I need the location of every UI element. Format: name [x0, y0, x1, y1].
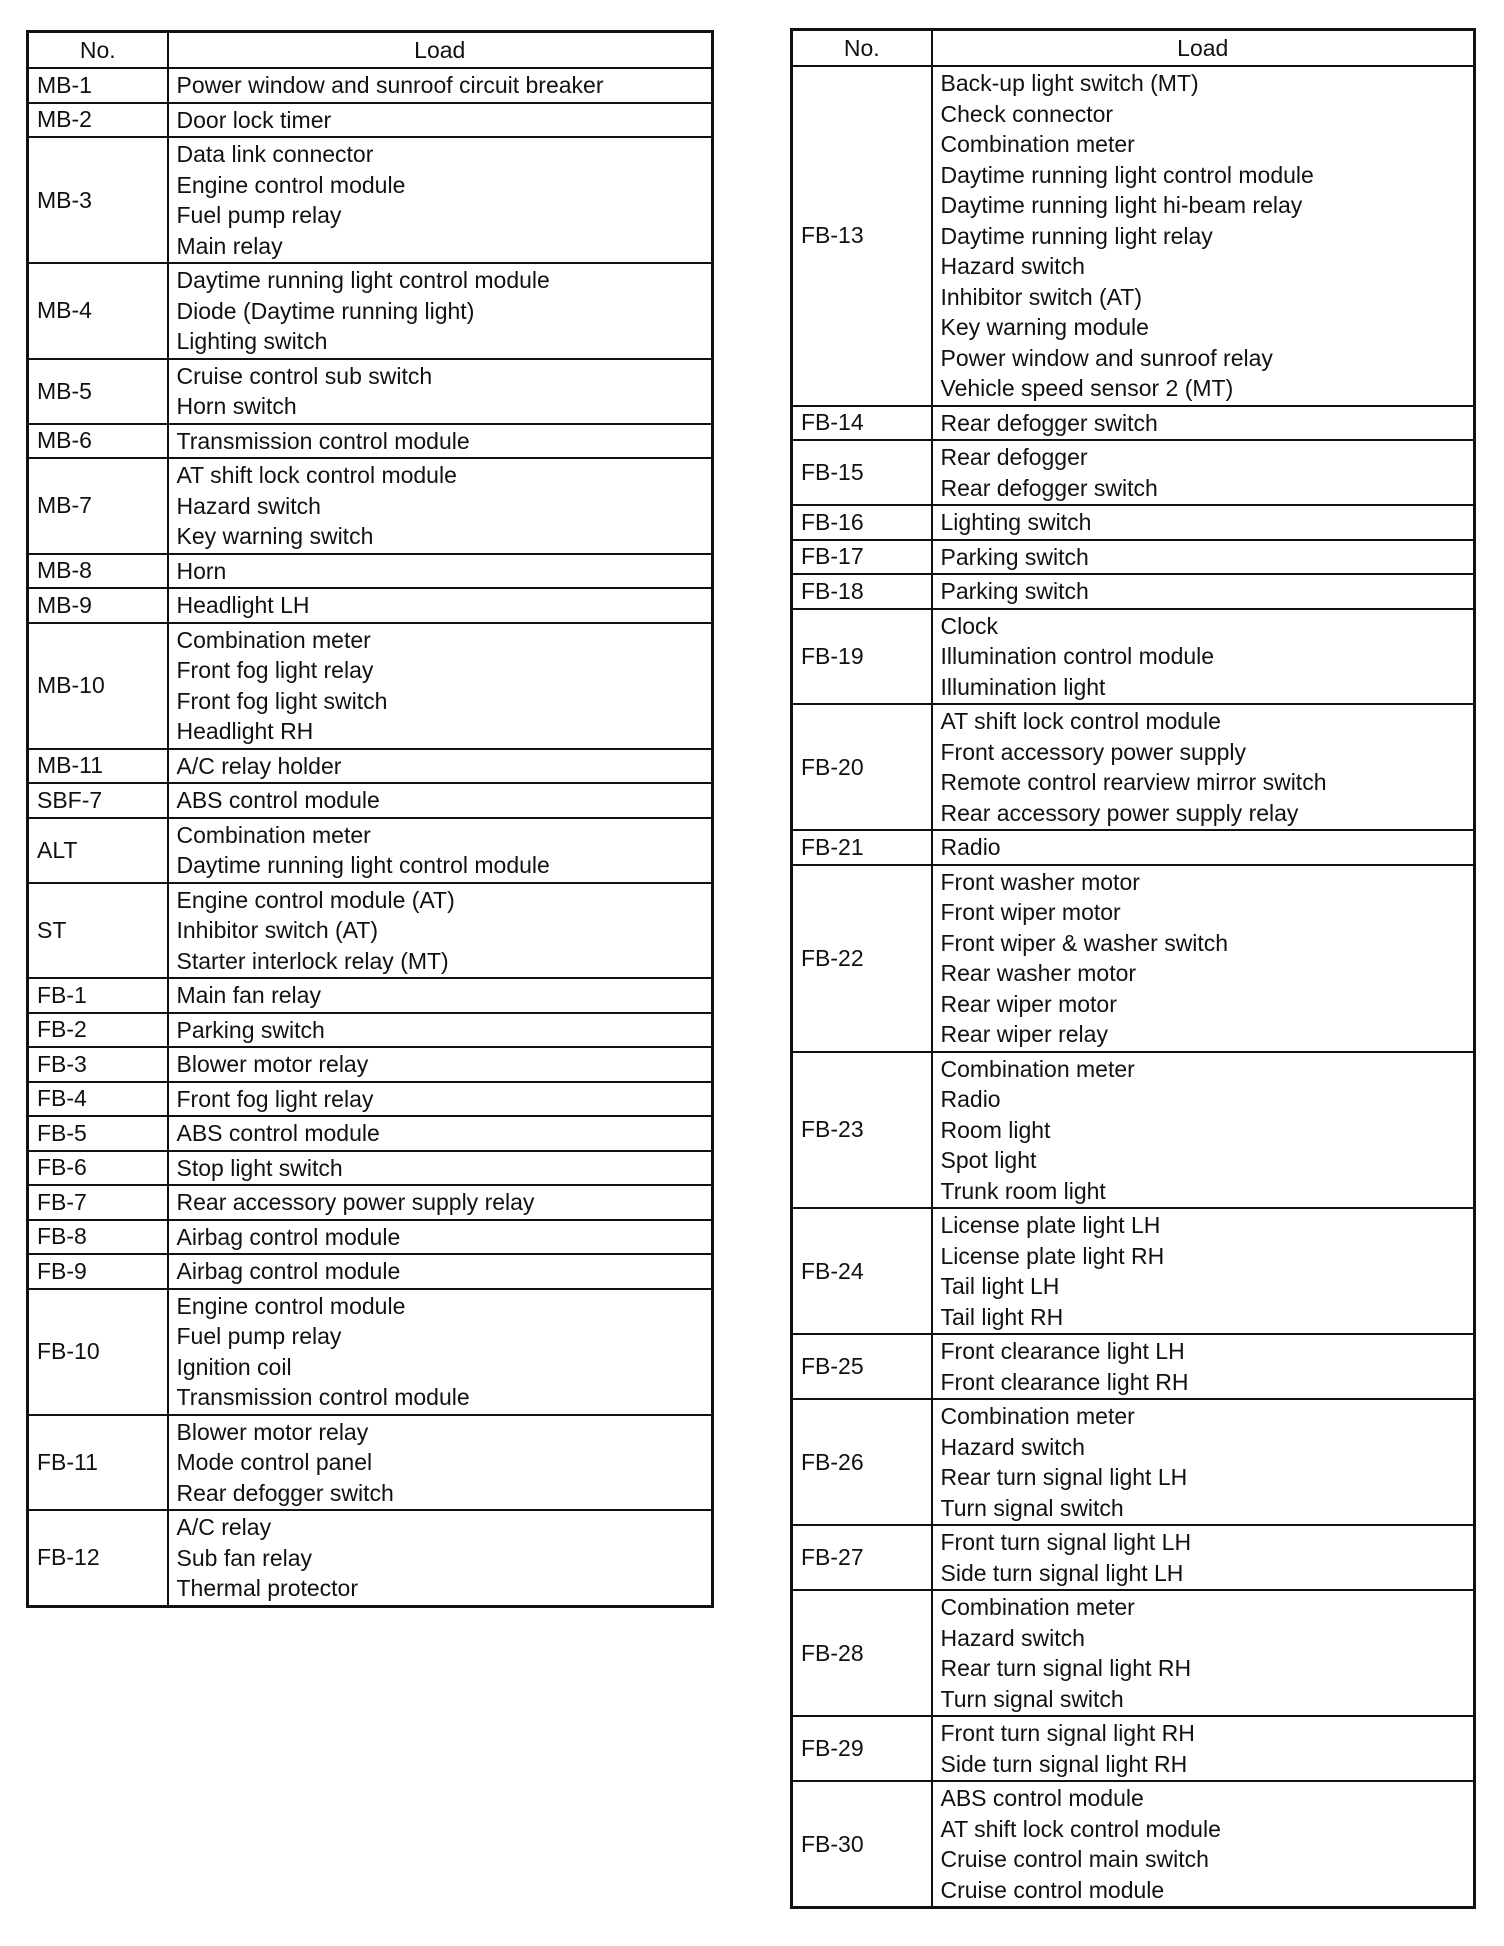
header-no: No.	[28, 32, 168, 69]
table-row	[792, 505, 1475, 540]
load-item: Front wiper & washer switch	[940, 929, 1229, 956]
load-cell	[932, 505, 1475, 540]
fuse-number: MB-11	[28, 749, 168, 784]
load-item: Hazard switch	[940, 1624, 1085, 1651]
load-cell	[168, 1082, 713, 1117]
load-cell	[932, 1399, 1475, 1525]
fuse-number: FB-10	[28, 1289, 168, 1415]
fuse-number: FB-24	[792, 1208, 932, 1334]
load-cell	[168, 1415, 713, 1511]
load-item: ABS control module	[176, 787, 380, 813]
table-row	[28, 818, 713, 883]
load-item: Horn	[176, 557, 227, 584]
load-item: Rear defogger switch	[940, 409, 1158, 436]
load-item: Combination meter	[940, 1403, 1135, 1429]
load-cell	[168, 818, 713, 883]
load-cell	[168, 1220, 713, 1255]
load-cell	[168, 359, 713, 424]
load-item: A/C relay	[176, 1514, 272, 1540]
load-item: Horn switch	[176, 393, 297, 419]
load-cell	[932, 1590, 1475, 1716]
table-row	[28, 263, 713, 359]
load-cell	[932, 1525, 1475, 1590]
load-item: A/C relay holder	[176, 752, 342, 779]
load-item: Spot light	[940, 1147, 1037, 1173]
table-row	[792, 406, 1475, 441]
load-item: Front wiper motor	[940, 899, 1121, 925]
fuse-number: FB-3	[28, 1047, 168, 1082]
load-item: Daytime running light hi-beam relay	[940, 192, 1303, 218]
load-item: Power window and sunroof relay	[940, 344, 1273, 371]
table-row	[792, 1525, 1475, 1590]
table-row	[28, 137, 713, 263]
load-item: Hazard switch	[940, 253, 1085, 279]
load-item: Front clearance light RH	[940, 1368, 1189, 1395]
load-item: Rear accessory power supply relay	[176, 1189, 535, 1215]
load-cell	[168, 424, 713, 459]
load-cell	[168, 1289, 713, 1415]
table-row	[792, 1716, 1475, 1781]
header-no: No.	[792, 30, 932, 67]
load-item: Daytime running light relay	[940, 222, 1213, 249]
load-item: Fuel pump relay	[176, 1323, 342, 1349]
load-item: Rear defogger switch	[176, 1479, 394, 1506]
fuse-number: FB-23	[792, 1052, 932, 1209]
load-cell	[168, 1254, 713, 1289]
table-row	[28, 458, 713, 554]
left-table-body	[28, 68, 713, 1606]
table-row	[28, 588, 713, 623]
table-row	[28, 1185, 713, 1220]
load-item: Front accessory power supply	[940, 738, 1247, 765]
fuse-number: FB-27	[792, 1525, 932, 1590]
table-row	[28, 623, 713, 749]
load-item: Combination meter	[176, 821, 371, 848]
load-item: Radio	[940, 834, 1001, 860]
load-cell	[168, 1151, 713, 1186]
load-item: Vehicle speed sensor 2 (MT)	[940, 375, 1234, 401]
header-row	[792, 30, 1475, 67]
header-row	[28, 32, 713, 69]
load-item: Remote control rearview mirror switch	[940, 769, 1327, 795]
fuse-number: MB-7	[28, 458, 168, 554]
fuse-number: FB-13	[792, 66, 932, 406]
load-cell	[168, 103, 713, 138]
load-item: Trunk room light	[940, 1177, 1106, 1204]
fuse-number: FB-7	[28, 1185, 168, 1220]
fuse-number: FB-20	[792, 704, 932, 830]
load-item: Front washer motor	[940, 868, 1140, 895]
load-cell	[168, 883, 713, 979]
fuse-table-right	[790, 28, 1476, 1909]
load-item: Rear washer motor	[940, 960, 1137, 986]
load-item: Front clearance light LH	[940, 1338, 1185, 1364]
load-item: Illumination control module	[940, 643, 1215, 669]
load-item: Turn signal switch	[940, 1685, 1124, 1712]
fuse-number: FB-5	[28, 1116, 168, 1151]
load-item: Combination meter	[940, 1055, 1135, 1082]
fuse-number: SBF-7	[28, 783, 168, 818]
table-row	[28, 883, 713, 979]
right-table-body	[792, 66, 1475, 1908]
load-item: Engine control module (AT)	[176, 886, 455, 913]
table-row	[28, 1220, 713, 1255]
load-cell	[932, 1716, 1475, 1781]
load-item: Airbag control module	[176, 1223, 401, 1250]
header-load: Load	[932, 30, 1475, 67]
load-item: Inhibitor switch (AT)	[176, 917, 379, 943]
fuse-number: FB-25	[792, 1334, 932, 1399]
load-item: Rear turn signal light LH	[940, 1464, 1188, 1490]
load-item: Key warning switch	[176, 523, 374, 549]
table-row	[792, 704, 1475, 830]
load-item: Sub fan relay	[176, 1544, 313, 1571]
load-item: Daytime running light control module	[940, 161, 1314, 188]
load-item: Combination meter	[176, 626, 371, 653]
table-row	[28, 1116, 713, 1151]
load-cell	[168, 588, 713, 623]
load-item: Turn signal switch	[940, 1494, 1124, 1521]
fuse-number: ALT	[28, 818, 168, 883]
load-cell	[168, 749, 713, 784]
load-cell	[168, 68, 713, 103]
load-cell	[168, 1047, 713, 1082]
load-cell	[932, 704, 1475, 830]
fuse-number: MB-2	[28, 103, 168, 138]
load-cell	[168, 1116, 713, 1151]
fuse-number: ST	[28, 883, 168, 979]
load-item: Side turn signal light LH	[940, 1559, 1184, 1586]
fuse-number: FB-9	[28, 1254, 168, 1289]
load-item: Tail light RH	[940, 1303, 1064, 1330]
load-item: Check connector	[940, 100, 1114, 127]
load-item: Cruise control main switch	[940, 1846, 1209, 1872]
load-item: Main relay	[176, 232, 283, 259]
load-item: Front fog light switch	[176, 687, 388, 714]
load-item: Front turn signal light RH	[940, 1720, 1195, 1746]
fuse-number: MB-5	[28, 359, 168, 424]
fuse-number: FB-22	[792, 865, 932, 1052]
load-cell	[932, 406, 1475, 441]
fuse-number: MB-1	[28, 68, 168, 103]
load-item: Thermal protector	[176, 1575, 359, 1601]
load-item: Front fog light relay	[176, 1085, 374, 1112]
table-row	[792, 66, 1475, 406]
load-item: Airbag control module	[176, 1258, 401, 1284]
load-cell	[168, 1510, 713, 1606]
table-row	[792, 1399, 1475, 1525]
table-row	[28, 978, 713, 1013]
load-item: Clock	[940, 612, 999, 639]
load-cell	[168, 783, 713, 818]
table-row	[28, 68, 713, 103]
load-cell	[932, 1052, 1475, 1209]
load-item: Front fog light relay	[176, 657, 374, 683]
fuse-number: FB-15	[792, 440, 932, 505]
load-item: Combination meter	[940, 131, 1135, 157]
load-item: Illumination light	[940, 673, 1106, 700]
fuse-number: MB-8	[28, 554, 168, 589]
load-item: Transmission control module	[176, 1384, 470, 1410]
table-row	[28, 103, 713, 138]
load-item: Rear defogger switch	[940, 474, 1158, 501]
load-item: Stop light switch	[176, 1154, 343, 1181]
table-row	[792, 609, 1475, 705]
load-cell	[932, 540, 1475, 575]
load-item: Front turn signal light LH	[940, 1529, 1192, 1555]
load-item: Parking switch	[940, 578, 1089, 604]
table-row	[792, 574, 1475, 609]
fuse-number: FB-29	[792, 1716, 932, 1781]
load-item: Main fan relay	[176, 982, 321, 1008]
load-item: Daytime running light control module	[176, 852, 550, 878]
load-cell	[168, 458, 713, 554]
table-row	[792, 1590, 1475, 1716]
load-cell	[932, 830, 1475, 865]
table-row	[28, 1082, 713, 1117]
load-item: Rear accessory power supply relay	[940, 799, 1299, 826]
load-cell	[932, 1208, 1475, 1334]
table-row	[792, 540, 1475, 575]
load-item: ABS control module	[176, 1120, 380, 1146]
load-item: Side turn signal light RH	[940, 1750, 1188, 1777]
fuse-table-left	[26, 30, 714, 1608]
table-row	[28, 554, 713, 589]
load-cell	[168, 137, 713, 263]
table-row	[28, 359, 713, 424]
table-row	[792, 1334, 1475, 1399]
load-item: Engine control module	[176, 1292, 406, 1319]
load-item: AT shift lock control module	[940, 708, 1221, 734]
load-item: Engine control module	[176, 171, 406, 198]
load-item: Daytime running light control module	[176, 267, 550, 293]
header-load: Load	[168, 32, 713, 69]
fuse-number: FB-12	[28, 1510, 168, 1606]
load-item: Rear wiper motor	[940, 990, 1117, 1017]
load-item: Parking switch	[176, 1016, 325, 1043]
load-cell	[932, 440, 1475, 505]
load-item: Rear defogger	[940, 444, 1088, 470]
fuse-number: FB-6	[28, 1151, 168, 1186]
load-item: Cruise control module	[940, 1876, 1165, 1903]
fuse-number: FB-4	[28, 1082, 168, 1117]
table-row	[28, 783, 713, 818]
load-cell	[932, 1334, 1475, 1399]
table-row	[28, 1289, 713, 1415]
fuse-number: FB-8	[28, 1220, 168, 1255]
load-item: Lighting switch	[940, 509, 1092, 535]
load-item: Hazard switch	[940, 1433, 1085, 1460]
table-row	[28, 1254, 713, 1289]
load-item: Rear turn signal light RH	[940, 1655, 1192, 1681]
fuse-number: FB-17	[792, 540, 932, 575]
table-row	[792, 830, 1475, 865]
table-row	[792, 865, 1475, 1052]
fuse-number: FB-18	[792, 574, 932, 609]
load-item: Back-up light switch (MT)	[940, 70, 1199, 96]
load-cell	[168, 1185, 713, 1220]
fuse-number: MB-9	[28, 588, 168, 623]
load-item: Blower motor relay	[176, 1051, 369, 1077]
fuse-number: MB-6	[28, 424, 168, 459]
table-row	[28, 424, 713, 459]
load-cell	[932, 609, 1475, 705]
load-item: Lighting switch	[176, 328, 328, 354]
table-row	[28, 1013, 713, 1048]
fuse-number: FB-11	[28, 1415, 168, 1511]
fuse-number: FB-1	[28, 978, 168, 1013]
load-item: License plate light LH	[940, 1212, 1161, 1238]
load-item: AT shift lock control module	[940, 1815, 1221, 1842]
load-cell	[932, 574, 1475, 609]
load-item: Mode control panel	[176, 1449, 373, 1475]
load-item: Combination meter	[940, 1594, 1135, 1620]
load-item: AT shift lock control module	[176, 462, 457, 488]
load-item: Diode (Daytime running light)	[176, 297, 475, 324]
table-row	[28, 1510, 713, 1606]
load-item: Transmission control module	[176, 427, 470, 454]
fuse-number: FB-26	[792, 1399, 932, 1525]
load-cell	[168, 623, 713, 749]
load-item: Starter interlock relay (MT)	[176, 947, 449, 974]
load-cell	[932, 1781, 1475, 1908]
load-item: Hazard switch	[176, 492, 321, 519]
load-item: Power window and sunroof circuit breaker	[176, 72, 604, 98]
fuse-number: FB-21	[792, 830, 932, 865]
load-item: Ignition coil	[176, 1353, 292, 1380]
table-row	[792, 1781, 1475, 1908]
fuse-number: FB-2	[28, 1013, 168, 1048]
fuse-number: FB-19	[792, 609, 932, 705]
load-item: Fuel pump relay	[176, 202, 342, 228]
load-item: Cruise control sub switch	[176, 362, 433, 389]
load-cell	[932, 66, 1475, 406]
fuse-number: FB-14	[792, 406, 932, 441]
fuse-number: FB-30	[792, 1781, 932, 1908]
load-cell	[168, 554, 713, 589]
load-item: Rear wiper relay	[940, 1021, 1108, 1047]
load-item: Parking switch	[940, 543, 1089, 570]
load-item: Inhibitor switch (AT)	[940, 283, 1143, 310]
load-item: Headlight RH	[176, 718, 314, 744]
table-row	[792, 440, 1475, 505]
load-item: License plate light RH	[940, 1242, 1165, 1269]
table-row	[28, 749, 713, 784]
fuse-number: MB-4	[28, 263, 168, 359]
load-item: Room light	[940, 1116, 1051, 1143]
fuse-number: MB-3	[28, 137, 168, 263]
load-cell	[168, 263, 713, 359]
table-row	[28, 1151, 713, 1186]
table-row	[792, 1052, 1475, 1209]
load-item: Door lock timer	[176, 106, 332, 133]
load-item: Tail light LH	[940, 1273, 1060, 1299]
load-item: Headlight LH	[176, 592, 310, 618]
table-row	[28, 1415, 713, 1511]
load-cell	[168, 978, 713, 1013]
load-item: Blower motor relay	[176, 1418, 369, 1445]
load-cell	[168, 1013, 713, 1048]
table-row	[28, 1047, 713, 1082]
fuse-number: FB-16	[792, 505, 932, 540]
load-item: ABS control module	[940, 1785, 1144, 1811]
load-item: Radio	[940, 1086, 1001, 1112]
fuse-number: FB-28	[792, 1590, 932, 1716]
load-cell	[932, 865, 1475, 1052]
table-row	[792, 1208, 1475, 1334]
load-item: Key warning module	[940, 314, 1149, 340]
fuse-number: MB-10	[28, 623, 168, 749]
load-item: Data link connector	[176, 141, 374, 167]
